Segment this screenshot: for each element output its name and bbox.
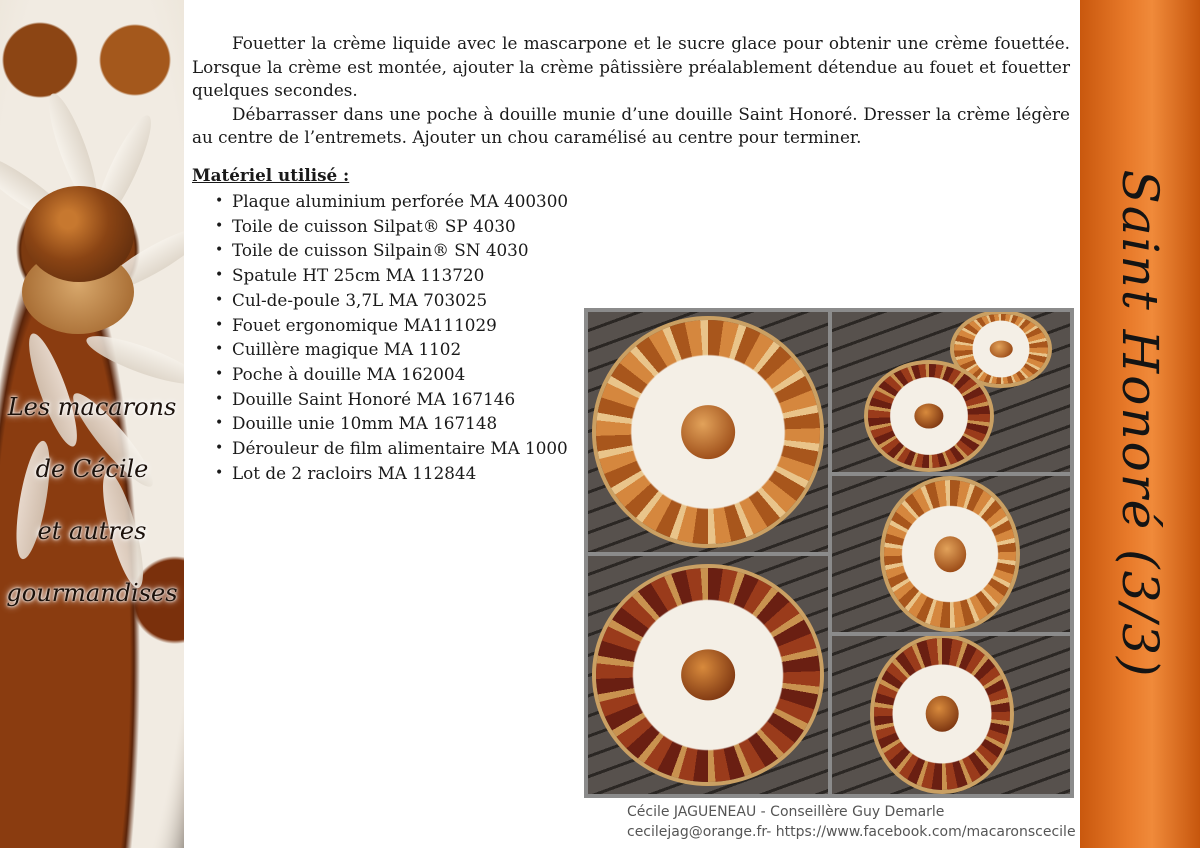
material-item: • Douille Saint Honoré MA 167146 <box>232 387 612 412</box>
cake-photo <box>832 476 1070 632</box>
instruction-paragraph: Fouetter la crème liquide avec le mascarpone et le sucre glace pour obtenir une crème fouettée. Lorsque la crème est montée, ajouter la crème pâtissière préalablement détendue au fouet et fouetter quelques secondes. <box>192 33 1070 100</box>
material-item: • Douille unie 10mm MA 167148 <box>232 411 612 436</box>
author-name: Cécile JAGUENEAU - Conseillère Guy Demarle <box>627 804 945 820</box>
instruction-paragraph: Débarrasser dans une poche à douille munie d’une douille Saint Honoré. Dresser la crème légère au centre de l’entremets. Ajouter un chou caramélisé au centre pour terminer. <box>192 103 1070 147</box>
cake-photo <box>588 556 828 794</box>
material-item: • Toile de cuisson Silpain® SN 4030 <box>232 238 612 263</box>
blog-title <box>0 376 184 624</box>
recipe-title: Saint Honoré (3/3) <box>1111 169 1169 679</box>
blog-title-line: gourmandises <box>6 579 178 607</box>
material-item: • Plaque aluminium perforée MA 400300 <box>232 189 612 214</box>
blog-title-line: de Cécile <box>35 455 149 483</box>
materials-heading: Matériel utilisé : <box>192 164 350 185</box>
photo-collage <box>584 308 1074 798</box>
material-item: • Cul-de-poule 3,7L MA 703025 <box>232 288 612 313</box>
author-contact: cecilejag@orange.fr- https://www.facebook.com/macaronscecile <box>627 824 1076 840</box>
materials-list <box>192 189 612 485</box>
author-footer <box>627 802 1076 842</box>
material-item: • Toile de cuisson Silpat® SP 4030 <box>232 214 612 239</box>
blog-title-line: et autres <box>37 517 147 545</box>
blog-title-line: Les macarons <box>7 393 177 421</box>
material-item: • Dérouleur de film alimentaire MA 1000 <box>232 436 612 461</box>
cake-photo <box>588 312 828 552</box>
material-item: • Spatule HT 25cm MA 113720 <box>232 263 612 288</box>
material-item: • Fouet ergonomique MA111029 <box>232 313 612 338</box>
material-item: • Cuillère magique MA 1102 <box>232 337 612 362</box>
caramel-choux <box>24 186 134 282</box>
side-photo-strip <box>0 0 184 848</box>
cake-photo <box>832 636 1070 794</box>
material-item: • Poche à douille MA 162004 <box>232 362 612 387</box>
material-item: • Lot de 2 racloirs MA 112844 <box>232 461 612 486</box>
cake-photo <box>832 312 1070 472</box>
